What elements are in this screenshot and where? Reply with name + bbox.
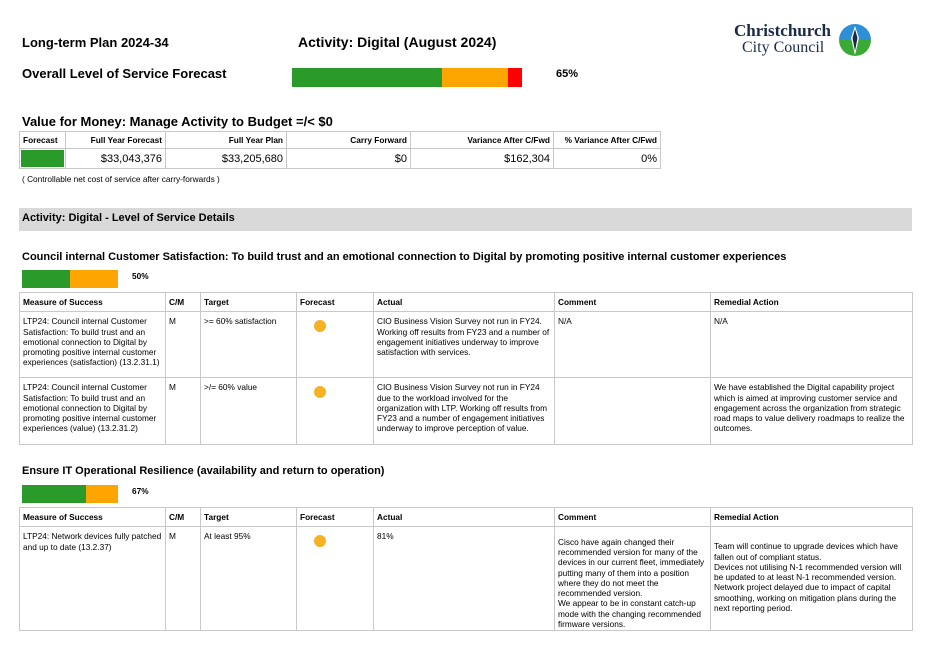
budget-forecast-cell: [20, 149, 66, 169]
col-comment: Comment: [555, 508, 711, 527]
col-remedial: Remedial Action: [711, 508, 913, 527]
col-cm: C/M: [166, 508, 201, 527]
overall-bar-green: [292, 68, 442, 87]
budget-title: Value for Money: Manage Activity to Budget =/< $0: [22, 114, 333, 129]
measure-cell: LTP24: Council internal Customer Satisfaction: To build trust and an emotional connection to Digital by promoting positive internal customer experiences (value) (13.2.31.2): [20, 378, 166, 445]
budget-full-year-forecast: $33,043,376: [66, 149, 166, 169]
cm-cell: M: [166, 527, 201, 631]
budget-col-full-year-plan: Full Year Plan: [166, 132, 287, 149]
overall-bar-orange: [442, 68, 509, 87]
forecast-cell: [297, 312, 374, 378]
budget-col-pct-variance: % Variance After C/Fwd: [554, 132, 661, 149]
col-target: Target: [201, 293, 297, 312]
budget-table: [19, 131, 661, 169]
budget-col-carry-forward: Carry Forward: [287, 132, 411, 149]
overall-bar-red: [508, 68, 522, 87]
col-forecast: Forecast: [297, 293, 374, 312]
overall-label: Overall Level of Service Forecast: [22, 66, 227, 81]
group-2-table: [19, 507, 913, 631]
cm-cell: M: [166, 378, 201, 445]
group-2-forecast-bar: [22, 485, 118, 503]
plan-title: Long-term Plan 2024-34: [22, 35, 169, 50]
target-cell: >= 60% satisfaction: [201, 312, 297, 378]
activity-title: Activity: Digital (August 2024): [298, 34, 497, 50]
group-2-title: Ensure IT Operational Resilience (availability and return to operation): [22, 465, 385, 477]
col-comment: Comment: [555, 293, 711, 312]
table-row: [20, 312, 913, 378]
budget-carry-forward: $0: [287, 149, 411, 169]
logo-line-2: City Council: [742, 39, 825, 56]
col-forecast: Forecast: [297, 508, 374, 527]
comment-cell: Cisco have again changed their recommended version for many of the devices in our current fleet, immediately putting many of them into a position where they do not meet the recommended version. We appear to be in constant catch-up mode with the changing recommended firmware versions.: [555, 527, 711, 631]
group-2-percent: 67%: [132, 486, 149, 496]
target-cell: >/= 60% value: [201, 378, 297, 445]
table-row: [20, 527, 913, 631]
actual-cell: CIO Business Vision Survey not run in FY24. Working off results from FY23 and a number of engagement initiatives underway to improve satisfaction with services.: [374, 312, 555, 378]
col-measure: Measure of Success: [20, 508, 166, 527]
section-title: Activity: Digital - Level of Service Details: [22, 212, 235, 224]
council-logo: [734, 22, 874, 62]
group-1-table: [19, 292, 913, 445]
group-2-bar-green: [22, 485, 86, 503]
remedial-cell: N/A: [711, 312, 913, 378]
remedial-cell: We have established the Digital capability project which is aimed at improving customer service and engagement across the organization from strategic road maps to value delivery roadmaps to realize the outcomes.: [711, 378, 913, 445]
group-1-title: Council internal Customer Satisfaction: To build trust and an emotional connection to Digital by promoting positive internal customer experiences: [22, 251, 787, 263]
comment-cell: N/A: [555, 312, 711, 378]
group-1-bar-green: [22, 270, 70, 288]
col-cm: C/M: [166, 293, 201, 312]
budget-col-full-year-forecast: Full Year Forecast: [66, 132, 166, 149]
budget-forecast-indicator: [21, 150, 64, 167]
budget-full-year-plan: $33,205,680: [166, 149, 287, 169]
cathedral-emblem-icon: [838, 23, 872, 57]
measure-cell: LTP24: Network devices fully patched and up to date (13.2.37): [20, 527, 166, 631]
budget-pct-variance: 0%: [554, 149, 661, 169]
cm-cell: M: [166, 312, 201, 378]
actual-cell: 81%: [374, 527, 555, 631]
overall-forecast-bar: [292, 68, 522, 87]
target-cell: At least 95%: [201, 527, 297, 631]
budget-variance: $162,304: [411, 149, 554, 169]
logo-line-1: Christchurch: [734, 21, 831, 40]
overall-percent: 65%: [556, 68, 579, 80]
comment-cell: [555, 378, 711, 445]
group-1-forecast-bar: [22, 270, 118, 288]
col-actual: Actual: [374, 293, 555, 312]
budget-col-variance: Variance After C/Fwd: [411, 132, 554, 149]
col-measure: Measure of Success: [20, 293, 166, 312]
remedial-cell: Team will continue to upgrade devices which have fallen out of compliant status. Devices not utilising N-1 recommended version will be updated to at least N-1 recommended version. Network project delayed due to impact of capital smoothing, working on mitigation plans during the next reporting period.: [711, 527, 913, 631]
forecast-status-icon: [314, 386, 326, 398]
group-1-percent: 50%: [132, 271, 149, 281]
budget-col-forecast: Forecast: [20, 132, 66, 149]
col-actual: Actual: [374, 508, 555, 527]
group-2-bar-orange: [86, 485, 118, 503]
forecast-cell: [297, 378, 374, 445]
forecast-status-icon: [314, 320, 326, 332]
group-1-bar-orange: [70, 270, 118, 288]
budget-note: ( Controllable net cost of service after carry-forwards ): [22, 174, 220, 184]
table-row: [20, 378, 913, 445]
forecast-cell: [297, 527, 374, 631]
section-header: [19, 208, 912, 231]
forecast-status-icon: [314, 535, 326, 547]
col-remedial: Remedial Action: [711, 293, 913, 312]
measure-cell: LTP24: Council internal Customer Satisfaction: To build trust and an emotional connection to Digital by promoting positive internal customer experiences (satisfaction) (13.2.31.1): [20, 312, 166, 378]
actual-cell: CIO Business Vision Survey not run in FY24 due to the workload involved for the organization with LTP. Working off results from FY23 and a number of engagement initiatives underway to improve perception of value.: [374, 378, 555, 445]
col-target: Target: [201, 508, 297, 527]
